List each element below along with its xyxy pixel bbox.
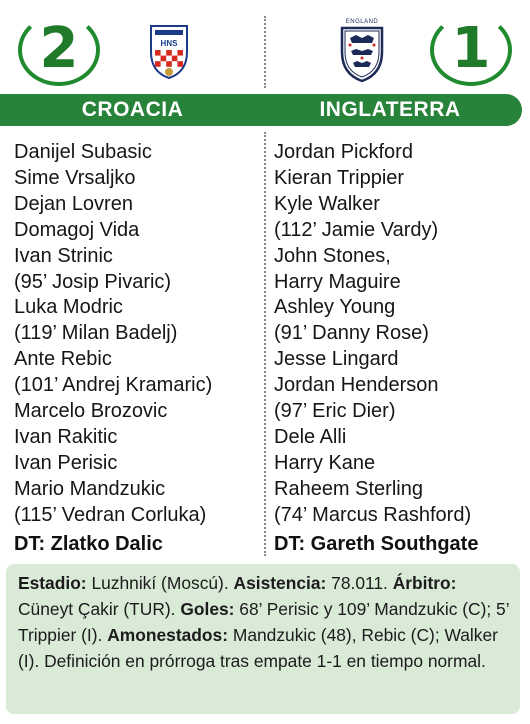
home-player: Luka Modric <box>14 296 123 319</box>
goals-label: Goles: <box>180 599 235 619</box>
home-substitution: (95’ Josip Pivaric) <box>14 270 172 293</box>
goals-value: 68’ Perisic y 109’ Mandzukic (C); 5’ Trippier (I). <box>18 599 509 645</box>
away-substitution: (97’ Eric Dier) <box>274 400 396 423</box>
away-player: Jordan Pickford <box>274 141 413 163</box>
attendance-value: 78.011. <box>326 573 393 593</box>
home-player: Ante Rebic <box>14 348 112 371</box>
away-score <box>430 14 508 86</box>
away-player: Raheem Sterling <box>274 477 423 500</box>
away-lineup <box>274 140 524 529</box>
home-player: Danijel Subasic <box>14 141 152 163</box>
home-score-value: 2 <box>39 16 79 81</box>
home-player: Dejan Lovren <box>14 192 133 215</box>
match-facts-text <box>18 570 514 674</box>
away-player: John Stones, <box>274 244 391 267</box>
home-substitution: (119’ Milan Badelj) <box>14 322 178 345</box>
cautions-value: Mandzukic (48), Rebic (C); Walker (I). Definición en prórroga tras empate 1-1 en tiempo normal. <box>18 625 498 671</box>
home-lineup <box>14 140 259 529</box>
away-player: Jordan Henderson <box>274 374 439 397</box>
away-score-value: 1 <box>451 16 491 81</box>
home-substitution: (101’ Andrej Kramaric) <box>14 374 213 397</box>
away-player: Ashley Young <box>274 296 396 319</box>
home-player: Marcelo Brozovic <box>14 400 168 423</box>
away-player: Harry Maguire <box>274 270 401 293</box>
stadium-label: Estadio: <box>18 573 87 593</box>
home-player: Mario Mandzukic <box>14 477 166 500</box>
home-player: Sime Vrsaljko <box>14 166 136 189</box>
croatia-crest-label: HNS <box>160 39 178 48</box>
croatia-crest-icon <box>146 22 192 80</box>
referee-label: Árbitro: <box>392 573 457 593</box>
lineup-divider <box>264 132 266 556</box>
away-substitution: (112’ Jamie Vardy) <box>274 218 439 241</box>
away-player: Harry Kane <box>274 451 376 474</box>
cautions-label: Amonestados: <box>107 625 229 645</box>
stadium-value: Luzhnikí (Moscú). <box>86 573 234 593</box>
home-player: Ivan Strinic <box>14 244 113 267</box>
home-player: Ivan Perisic <box>14 451 118 474</box>
away-team-name: INGLATERRA <box>319 98 461 121</box>
attendance-label: Asistencia: <box>233 573 327 593</box>
away-substitution: (91’ Danny Rose) <box>274 322 429 345</box>
england-crest-icon <box>336 18 388 84</box>
away-player: Dele Alli <box>274 425 347 448</box>
away-substitution: (74’ Marcus Rashford) <box>274 503 472 526</box>
home-player: Ivan Rakitic <box>14 425 118 448</box>
away-player: Kieran Trippier <box>274 166 405 189</box>
away-coach: DT: Gareth Southgate <box>274 533 479 555</box>
england-crest-label: ENGLAND <box>345 19 379 25</box>
away-player: Kyle Walker <box>274 192 380 215</box>
home-player: Domagoj Vida <box>14 218 140 241</box>
home-team-name: CROACIA <box>81 98 184 121</box>
score-divider <box>264 16 266 88</box>
away-player: Jesse Lingard <box>274 348 399 371</box>
referee-value: Cüneyt Çakir (TUR). <box>18 599 181 619</box>
home-substitution: (115’ Vedran Corluka) <box>14 503 207 526</box>
home-score <box>18 14 96 86</box>
home-coach: DT: Zlatko Dalic <box>14 533 163 555</box>
